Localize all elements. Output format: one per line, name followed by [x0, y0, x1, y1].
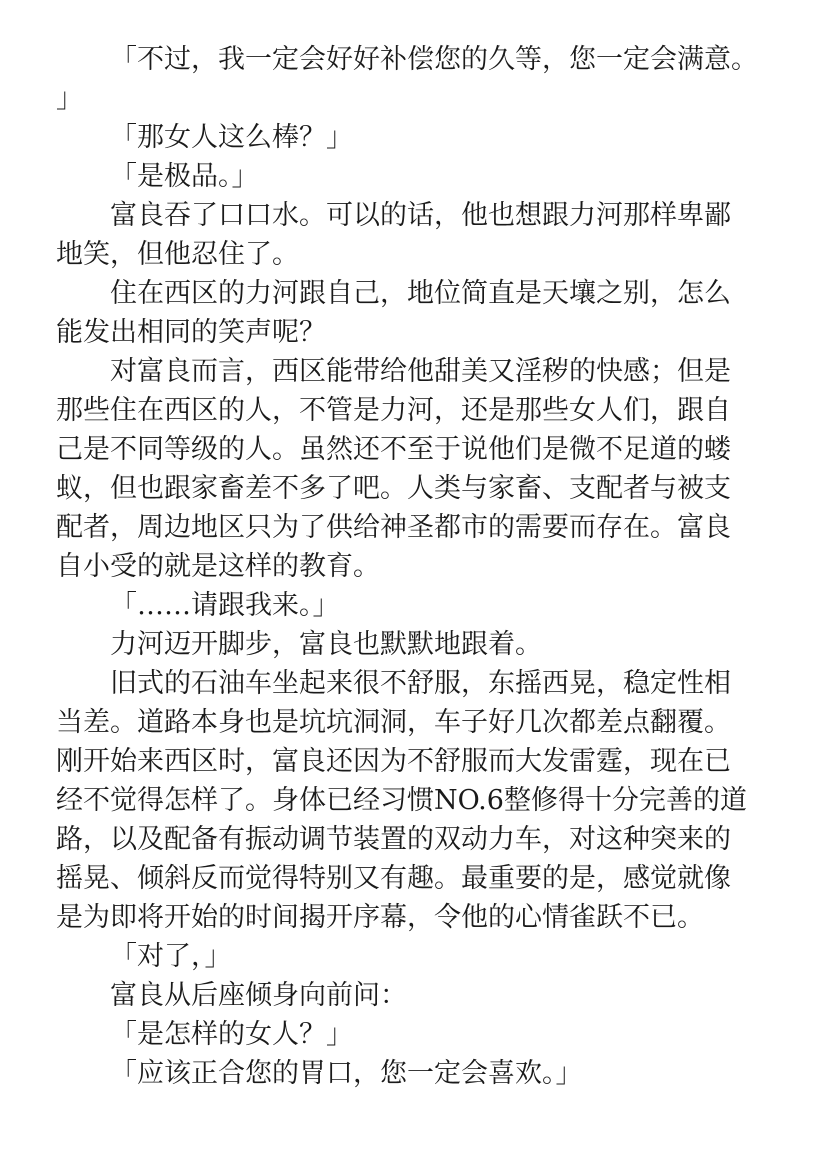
paragraph: 「应该正合您的胃口，您一定会喜欢。」 [110, 1058, 583, 1089]
paragraph: 「对了，」 [110, 941, 232, 972]
paragraph: 「是怎样的女人？」 [110, 1019, 353, 1050]
paragraph: 「不过，我一定会好好补偿您的久等，您一定会满意。」 [56, 44, 745, 114]
paragraph: 「是极品。」 [110, 161, 259, 192]
paragraph: 「那女人这么棒？」 [110, 122, 353, 153]
paragraph: 住在西区的力河跟自己，地位简直是天壤之别，怎么能发出相同的笑声呢？ [56, 278, 731, 348]
paragraph: 富良吞了口口水。可以的话，他也想跟力河那样卑鄙地笑，但他忍住了。 [56, 200, 731, 270]
document-page [56, 40, 756, 1093]
paragraph: 富良从后座倾身向前问： [110, 980, 407, 1011]
paragraph: 旧式的石油车坐起来很不舒服，东摇西晃，稳定性相当差。道路本身也是坑坑洞洞，车子好几次都差点翻覆。刚开始来西区时，富良还因为不舒服而大发雷霆，现在已经不觉得怎样了。身体已经习惯NO.6整修得十分完善的道路，以及配备有振动调节装置的双动力车，对这种突来的摇晃、倾斜反而觉得特别又有趣。最重要的是，感觉就像是为即将开始的时间揭开序幕，令他的心情雀跃不已。 [56, 668, 747, 933]
paragraph: 对富良而言，西区能带给他甜美又淫秽的快感；但是那些住在西区的人，不管是力河，还是那些女人们，跟自己是不同等级的人。虽然还不至于说他们是微不足道的蝼蚁，但也跟家畜差不多了吧。人类与家畜、支配者与被支配者，周边地区只为了供给神圣都市的需要而存在。富良自小受的就是这样的教育。 [56, 356, 731, 582]
paragraph: 力河迈开脚步，富良也默默地跟着。 [110, 629, 542, 660]
paragraph: 「……请跟我来。」 [110, 590, 340, 621]
